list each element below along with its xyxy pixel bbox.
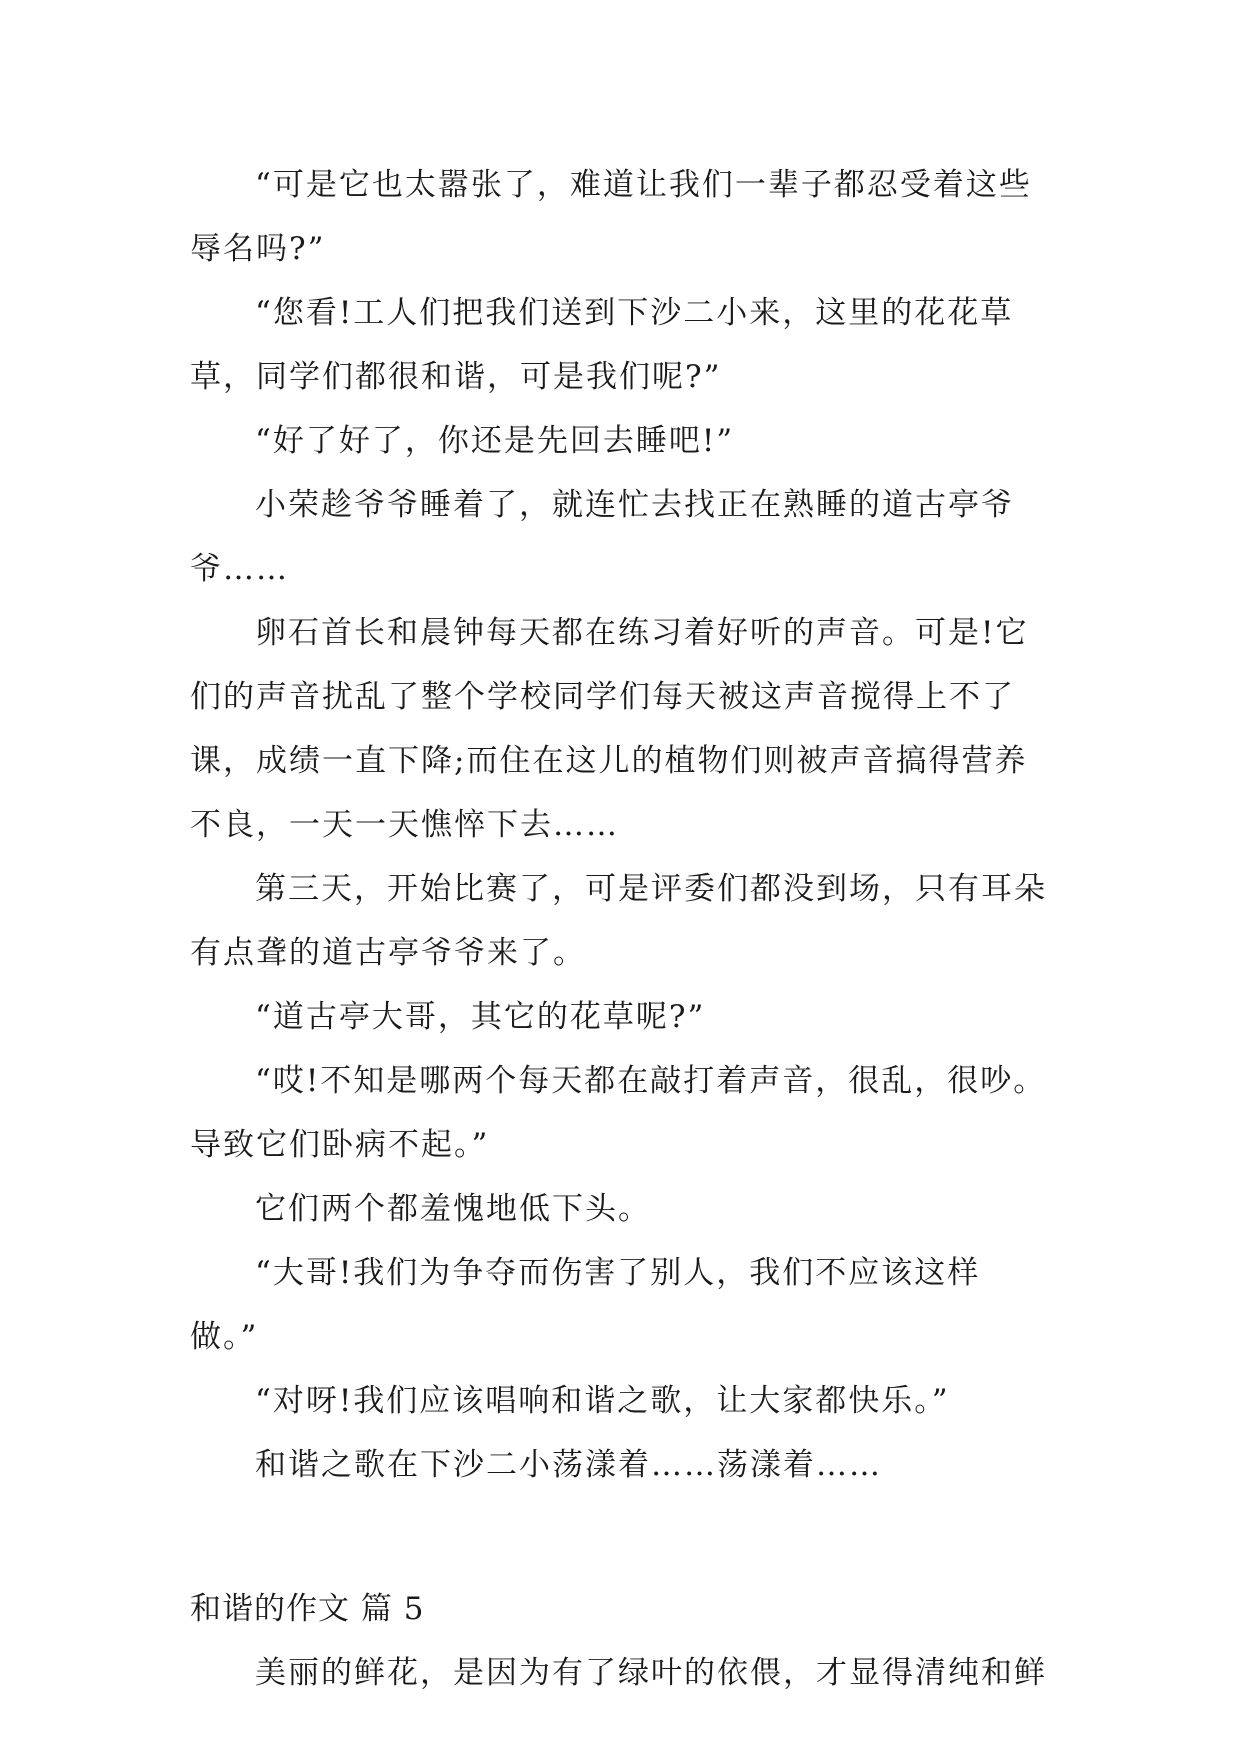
paragraph-line: 它们两个都羞愧地低下头。 [255, 1191, 651, 1227]
paragraph-line: 做。” [190, 1319, 259, 1355]
paragraph-line: “可是它也太嚣张了，难道让我们一辈子都忍受着这些 [255, 167, 1032, 203]
paragraph-line: “哎!不知是哪两个每天都在敲打着声音，很乱，很吵。 [255, 1063, 1047, 1099]
paragraph-line: 草，同学们都很和谐，可是我们呢?” [190, 359, 722, 395]
paragraph-line: “道古亭大哥，其它的花草呢?” [255, 999, 706, 1035]
paragraph-line: “好了好了，你还是先回去睡吧!” [255, 423, 735, 459]
section-heading: 和谐的作文 篇 5 [190, 1591, 425, 1627]
paragraph-line: 辱名吗?” [190, 231, 326, 267]
paragraph-line: “您看!工人们把我们送到下沙二小来，这里的花花草 [255, 295, 1014, 331]
paragraph-line: 爷…… [190, 551, 289, 587]
paragraph-line: 课，成绩一直下降;而住在这儿的植物们则被声音搞得营养 [190, 743, 1028, 779]
paragraph-line: 不良，一天一天憔悴下去…… [190, 807, 619, 843]
paragraph-line: 有点聋的道古亭爷爷来了。 [190, 935, 586, 971]
paragraph-line: “大哥!我们为争夺而伤害了别人，我们不应该这样 [255, 1255, 981, 1291]
paragraph-line: 美丽的鲜花，是因为有了绿叶的依偎，才显得清纯和鲜 [255, 1655, 1047, 1691]
paragraph-line: 导致它们卧病不起。” [190, 1127, 490, 1163]
paragraph-line: 第三天，开始比赛了，可是评委们都没到场，只有耳朵 [255, 871, 1047, 907]
paragraph-line: “对呀!我们应该唱响和谐之歌，让大家都快乐。” [255, 1383, 950, 1419]
paragraph-line: 们的声音扰乱了整个学校同学们每天被这声音搅得上不了 [190, 679, 1015, 715]
paragraph-line: 卵石首长和晨钟每天都在练习着好听的声音。可是!它 [255, 615, 1029, 651]
paragraph-line: 和谐之歌在下沙二小荡漾着……荡漾着…… [255, 1447, 882, 1483]
paragraph-line: 小荣趁爷爷睡着了，就连忙去找正在熟睡的道古亭爷 [255, 487, 1014, 523]
